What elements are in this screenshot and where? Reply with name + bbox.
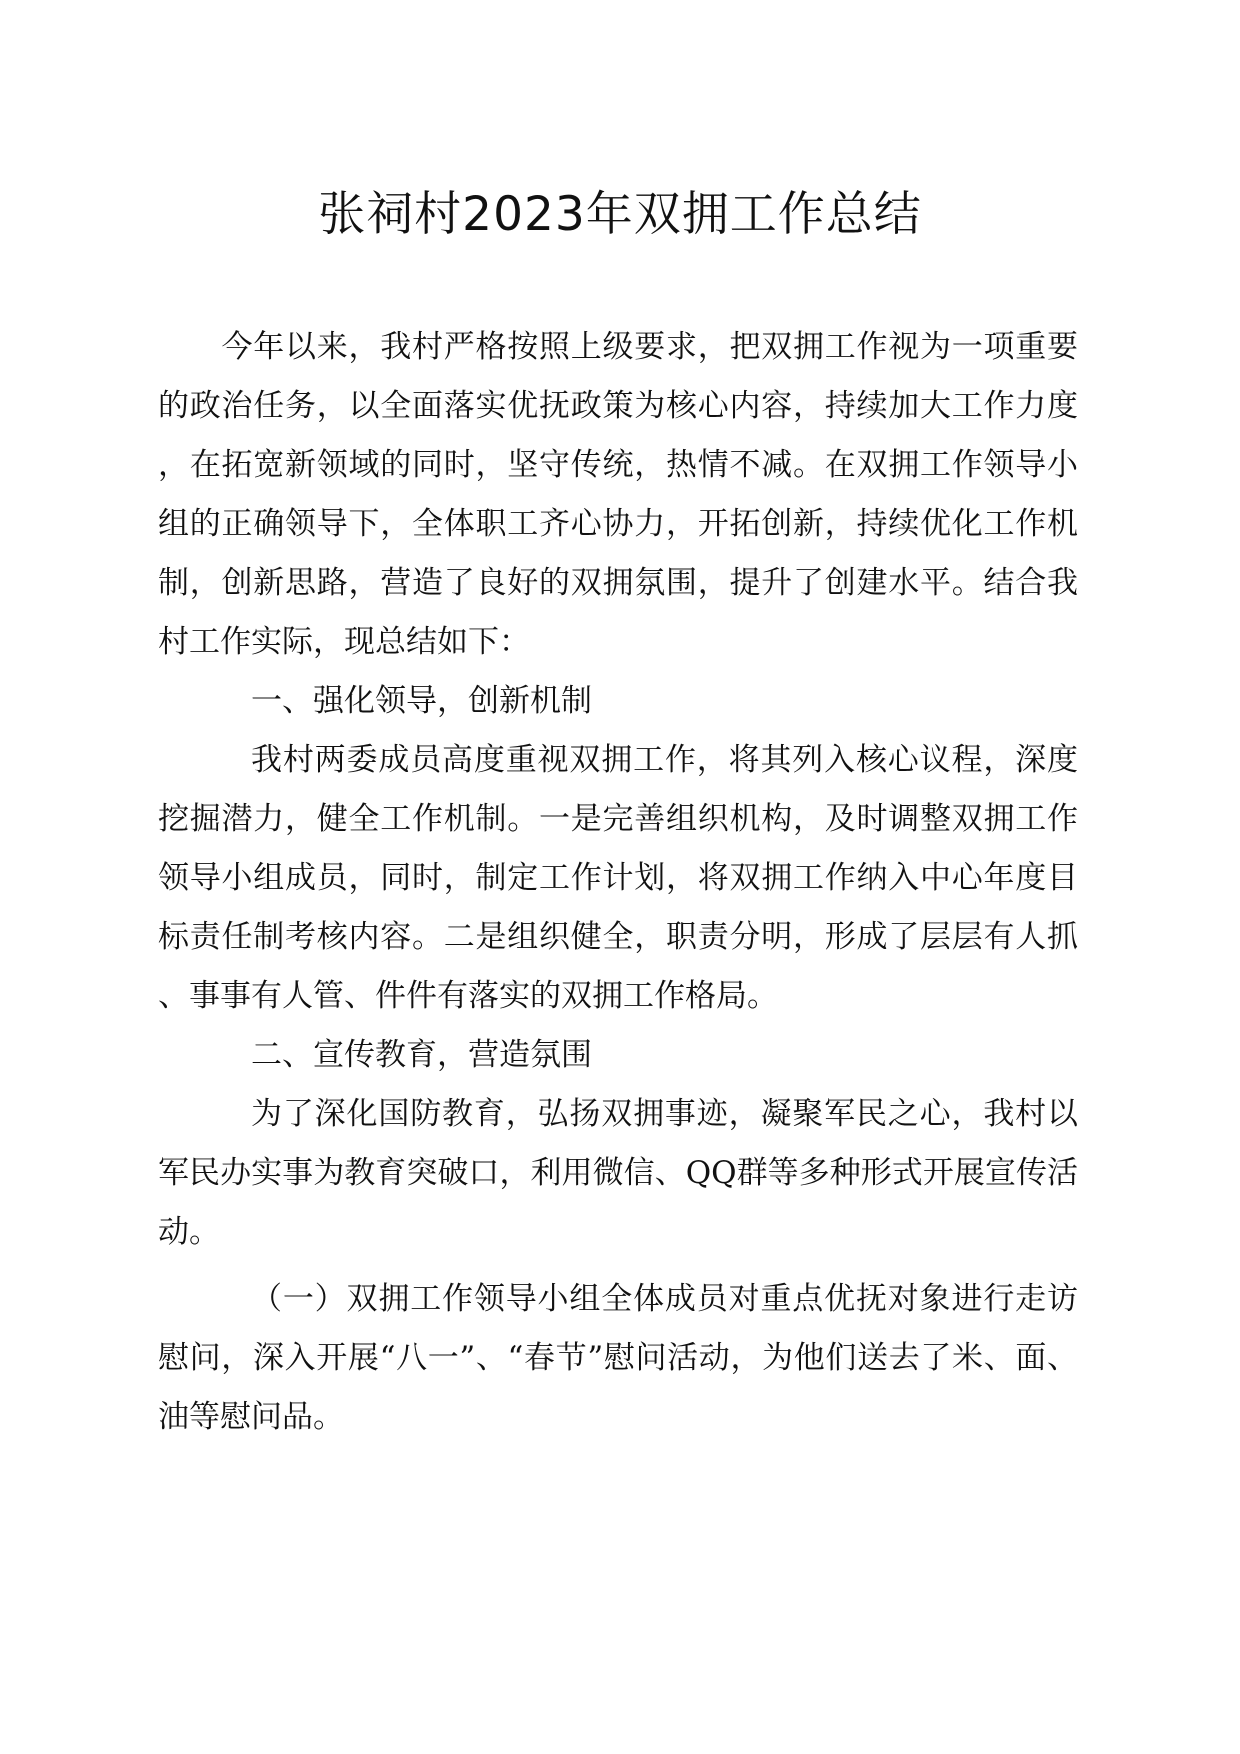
item-1-paragraph: （一）双拥工作领导小组全体成员对重点优抚对象进行走访慰问，深入开展“八一”、“春节”慰问活动，为他们送去了米、面、油等慰问品。 bbox=[158, 1281, 1078, 1435]
intro-paragraph: 今年以来，我村严格按照上级要求，把双拥工作视为一项重要的政治任务，以全面落实优抚政策为核心内容，持续加大工作力度，在拓宽新领域的同时，坚守传统，热情不减。在双拥工作领导小组的正确领导下，全体职工齐心协力，开拓创新，持续优化工作机制，创新思路，营造了良好的双拥氛围，提升了创建水平。结合我村工作实际，现总结如下： bbox=[158, 329, 1078, 660]
section-2-paragraph: 为了深化国防教育，弘扬双拥事迹，凝聚军民之心，我村以军民办实事为教育突破口，利用微信、QQ群等多种形式开展宣传活动。 bbox=[158, 1096, 1078, 1250]
section-heading-1: 一、强化领导，创新机制 bbox=[251, 683, 592, 719]
paragraph-spacer bbox=[158, 1262, 1078, 1270]
document-title: 张祠村2023年双拥工作总结 bbox=[318, 187, 922, 242]
section-heading-2: 二、宣传教育，营造氛围 bbox=[251, 1037, 592, 1073]
document-body bbox=[158, 318, 1078, 1447]
section-1-paragraph: 我村两委成员高度重视双拥工作，将其列入核心议程，深度挖掘潜力，健全工作机制。一是完善组织机构，及时调整双拥工作领导小组成员，同时，制定工作计划，将双拥工作纳入中心年度目标责任制考核内容。二是组织健全，职责分明，形成了层层有人抓、事事有人管、件件有落实的双拥工作格局。 bbox=[158, 742, 1078, 1014]
